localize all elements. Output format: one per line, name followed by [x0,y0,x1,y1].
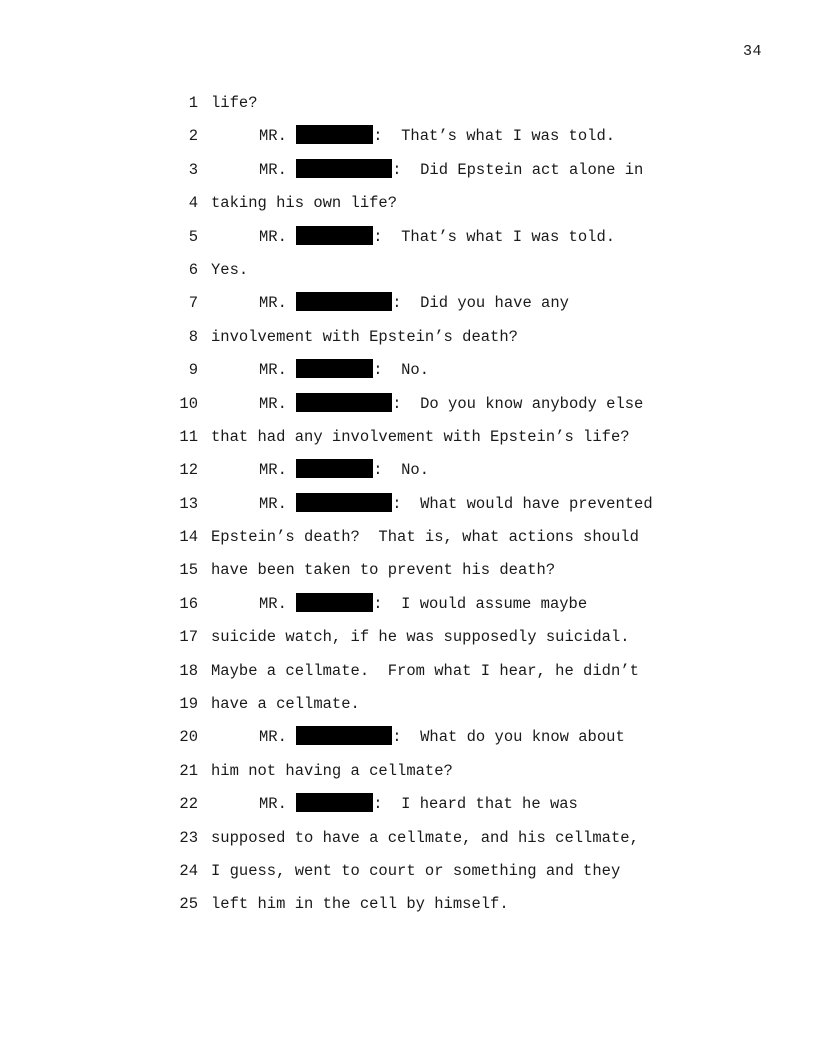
transcript-line [0,726,816,759]
transcript-line [0,626,816,659]
transcript-line [0,359,816,392]
spoken-text: : That’s what I was told. [373,127,616,146]
speaker-prefix: MR. [259,594,297,613]
speaker-line [259,359,429,381]
redaction-box [296,593,373,612]
speaker-line [259,226,615,248]
line-text [211,626,630,648]
line-text [211,259,248,281]
line-text [211,760,453,782]
transcript-line [0,793,816,826]
speaker-prefix: MR. [259,494,297,513]
line-number: 13 [179,494,198,513]
line-text [211,893,509,915]
line-number: 15 [179,561,198,580]
speaker-prefix: MR. [259,127,297,146]
speaker-prefix: MR. [259,361,297,380]
speaker-prefix: MR. [259,227,297,246]
line-number: 21 [179,761,198,780]
redaction-box [296,292,392,311]
line-number: 22 [179,795,198,814]
transcript-line [0,559,816,592]
redaction-box [296,459,373,478]
speaker-prefix: MR. [259,795,297,814]
transcript-body [0,92,816,927]
spoken-text: : Do you know anybody else [392,394,644,413]
spoken-text: Epstein’s death? That is, what actions should [211,528,639,547]
redaction-box [296,159,392,178]
speaker-line [259,292,569,314]
spoken-text: : No. [373,361,430,380]
redaction-box [296,726,392,745]
transcript-line [0,393,816,426]
spoken-text: : What would have prevented [392,494,653,513]
speaker-line [259,493,653,515]
transcript-line [0,760,816,793]
transcript-line [0,593,816,626]
transcript-line [0,493,816,526]
spoken-text: : What do you know about [392,728,625,747]
spoken-text: : Did Epstein act alone in [392,160,644,179]
line-number: 1 [188,94,198,112]
line-number: 14 [179,528,198,547]
line-text [211,660,639,682]
redaction-box [296,359,373,378]
spoken-text: : No. [373,461,430,480]
spoken-text: Maybe a cellmate. From what I hear, he didn’t [211,661,639,680]
transcript-line [0,226,816,259]
speaker-prefix: MR. [259,728,297,747]
transcript-line [0,426,816,459]
transcript-line [0,860,816,893]
speaker-line [259,793,578,815]
spoken-text: : I heard that he was [373,795,578,814]
line-number: 2 [188,127,198,146]
speaker-prefix: MR. [259,294,297,313]
line-number: 9 [188,361,198,380]
transcript-line [0,326,816,359]
transcript-line [0,125,816,158]
line-number: 20 [179,728,198,747]
redaction-box [296,393,392,412]
speaker-line [259,159,643,181]
transcript-line [0,459,816,492]
transcript-line [0,693,816,726]
line-text [211,860,620,882]
line-number: 18 [179,661,198,680]
transcript-line [0,292,816,325]
line-text [211,693,360,715]
line-text [211,192,397,214]
transcript-line [0,827,816,860]
line-text [211,326,518,348]
line-number: 24 [179,861,198,880]
redaction-box [296,493,392,512]
spoken-text: : Did you have any [392,294,569,313]
speaker-line [259,459,429,481]
line-text [211,526,639,548]
transcript-line [0,159,816,192]
spoken-text: suicide watch, if he was supposedly suicidal. [211,628,630,647]
line-number: 6 [188,260,198,279]
spoken-text: taking his own life? [211,194,398,213]
spoken-text: involvement with Epstein’s death? [211,327,518,346]
line-number: 25 [179,895,198,914]
redaction-box [296,226,373,245]
line-text [211,559,555,581]
transcript-line [0,92,816,125]
speaker-line [259,726,625,748]
line-number: 19 [179,695,198,714]
transcript-line [0,259,816,292]
spoken-text: him not having a cellmate? [211,761,453,780]
speaker-prefix: MR. [259,160,297,179]
spoken-text: : I would assume maybe [373,594,588,613]
line-number: 16 [179,594,198,613]
line-number: 12 [179,461,198,480]
line-number: 4 [188,194,198,213]
spoken-text: have a cellmate. [211,695,360,714]
line-text [211,426,630,448]
spoken-text: have been taken to prevent his death? [211,561,556,580]
page-number: 34 [742,43,762,60]
line-number: 17 [179,628,198,647]
speaker-line [259,593,587,615]
line-number: 5 [188,227,198,246]
line-number: 8 [188,327,198,346]
speaker-line [259,393,643,415]
redaction-box [296,125,373,144]
line-number: 11 [179,427,198,446]
transcript-line [0,192,816,225]
line-number: 3 [188,160,198,179]
transcript-line [0,526,816,559]
spoken-text: left him in the cell by himself. [211,895,509,914]
spoken-text: that had any involvement with Epstein’s life? [211,427,630,446]
line-text [211,827,639,849]
spoken-text: life? [211,94,258,112]
spoken-text: I guess, went to court or something and they [211,861,621,880]
speaker-prefix: MR. [259,394,297,413]
transcript-line [0,893,816,926]
spoken-text: supposed to have a cellmate, and his cellmate, [211,828,639,847]
line-number: 7 [188,294,198,313]
speaker-prefix: MR. [259,461,297,480]
line-number: 23 [179,828,198,847]
speaker-line [259,125,615,147]
line-number: 10 [179,394,198,413]
redaction-box [296,793,373,812]
spoken-text: Yes. [211,260,249,279]
spoken-text: : That’s what I was told. [373,227,616,246]
transcript-line [0,660,816,693]
line-text [211,92,258,114]
